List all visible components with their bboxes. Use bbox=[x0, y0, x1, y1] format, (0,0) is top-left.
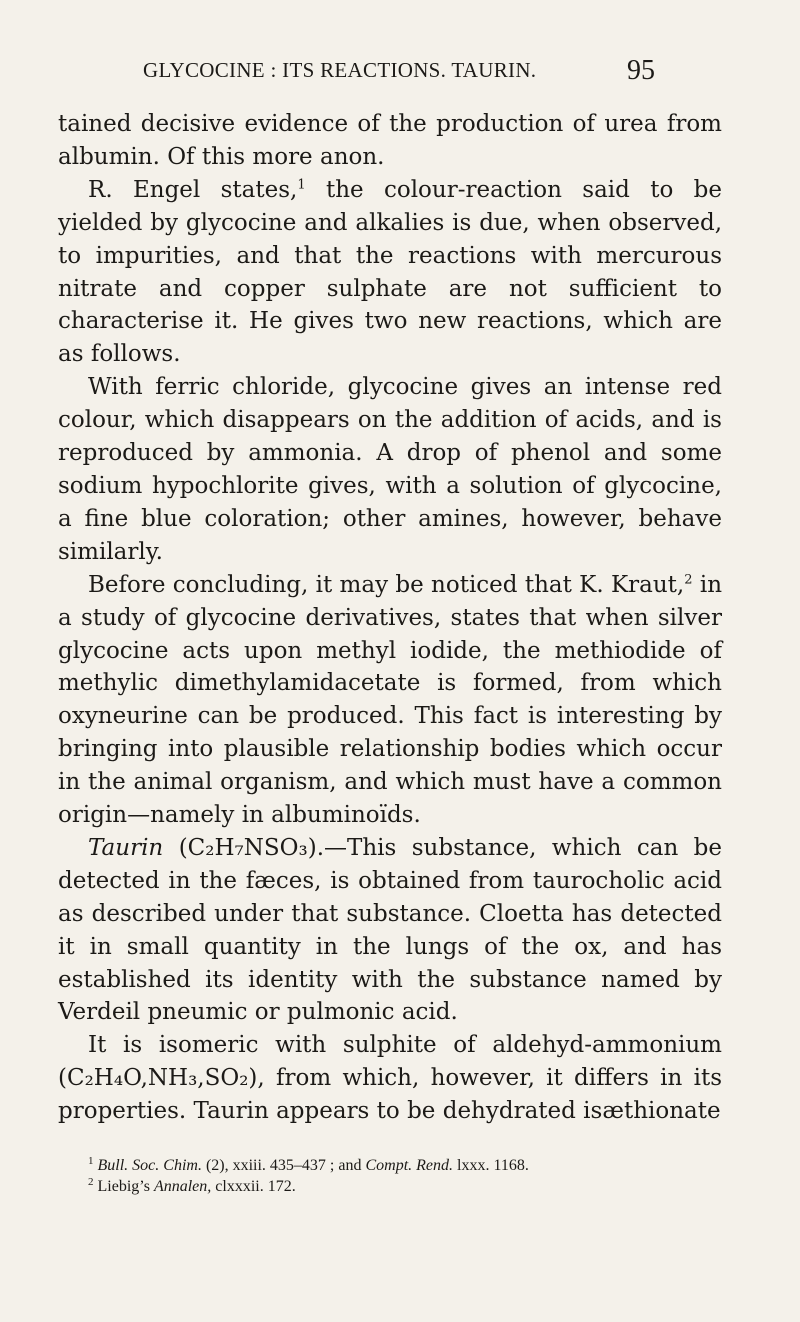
body-text bbox=[58, 108, 722, 1128]
p4-text-b: in a study of glycocine derivatives, states that when silver glycocine acts upon methyl iodide, the methiodide of methylic dimethylamidacetate is formed, from which oxyneurine can be produced. This fact is interesting by bringing into plausible relationship bodies which occur in the animal organism, and which must have a common origin—namely in albuminoïds. bbox=[58, 571, 723, 829]
footnote-2 bbox=[58, 1176, 722, 1197]
p2-text-b: the colour-reaction said to be yielded by glycocine and alkalies is due, when observed, to impurities, and that the reactions with mercurous nitrate and copper sulphate are not sufficient to characterise it. He gives two new reactions, which are as follows. bbox=[58, 176, 722, 368]
p5-text: .—This substance, which can be detected in the fæces, is obtained from taurocholic acid as described under that substance. Cloetta has detected it in small quantity in the lungs of the ox, and has established its identity with the substance named by Verdeil pneumic or pulmonic acid. bbox=[58, 834, 723, 1026]
footnote-ref: (2), xxiii. 435–437 ; and bbox=[201, 1157, 366, 1174]
footnote-journal: Compt. Rend. bbox=[365, 1157, 454, 1174]
footnote-1 bbox=[58, 1155, 722, 1176]
sulphite-formula: (C₂H₄O,NH₃,SO₂) bbox=[58, 1065, 258, 1092]
paragraph-1: tained decisive evidence of the production of urea from albumin. Of this more anon. bbox=[58, 111, 722, 170]
taurin-formula: (C₂H₇NSO₃) bbox=[178, 834, 317, 861]
footnote-ref: lxxx. 1168. bbox=[453, 1157, 529, 1174]
footnotes bbox=[58, 1155, 722, 1197]
p6-text-b: , from which, however, it differs in its properties. Taurin appears to be dehydrated isæthionate bbox=[58, 1065, 722, 1125]
footnote-ref-1[interactable]: 1 bbox=[297, 177, 306, 193]
paragraph-3: With ferric chloride, glycocine gives an intense red colour, which disappears on the addition of acids, and is reproduced by ammonia. A drop of phenol and some sodium hypochlorite gives, with a solution of glycocine, a fine blue coloration; other amines, however, behave similarly. bbox=[58, 374, 722, 565]
paragraph-2 bbox=[58, 174, 722, 371]
p2-text-a: R. Engel states, bbox=[88, 176, 298, 203]
p6-text-a: It is isomeric with sulphite of aldehyd-ammonium bbox=[88, 1032, 722, 1059]
running-header: GLYCOCINE : ITS REACTIONS. TAURIN. bbox=[143, 58, 537, 82]
paragraph-6 bbox=[58, 1029, 722, 1128]
footnote-ref: clxxxii. 172. bbox=[211, 1178, 296, 1195]
footnote-mark: 1 bbox=[88, 1154, 94, 1167]
footnote-journal: Annalen, bbox=[153, 1178, 212, 1195]
section-title-taurin: Taurin bbox=[88, 834, 164, 861]
footnote-ref-2[interactable]: 2 bbox=[684, 572, 693, 588]
footnote-journal: Bull. Soc. Chim. bbox=[97, 1157, 202, 1174]
paragraph-5 bbox=[58, 832, 722, 1029]
footnote-mark: 2 bbox=[88, 1175, 94, 1188]
footnote-pre: Liebig’s bbox=[97, 1178, 154, 1195]
page-number: 95 bbox=[627, 55, 655, 86]
paragraph-4 bbox=[58, 569, 722, 832]
p4-text-a: Before concluding, it may be noticed that K. Kraut, bbox=[88, 571, 685, 598]
